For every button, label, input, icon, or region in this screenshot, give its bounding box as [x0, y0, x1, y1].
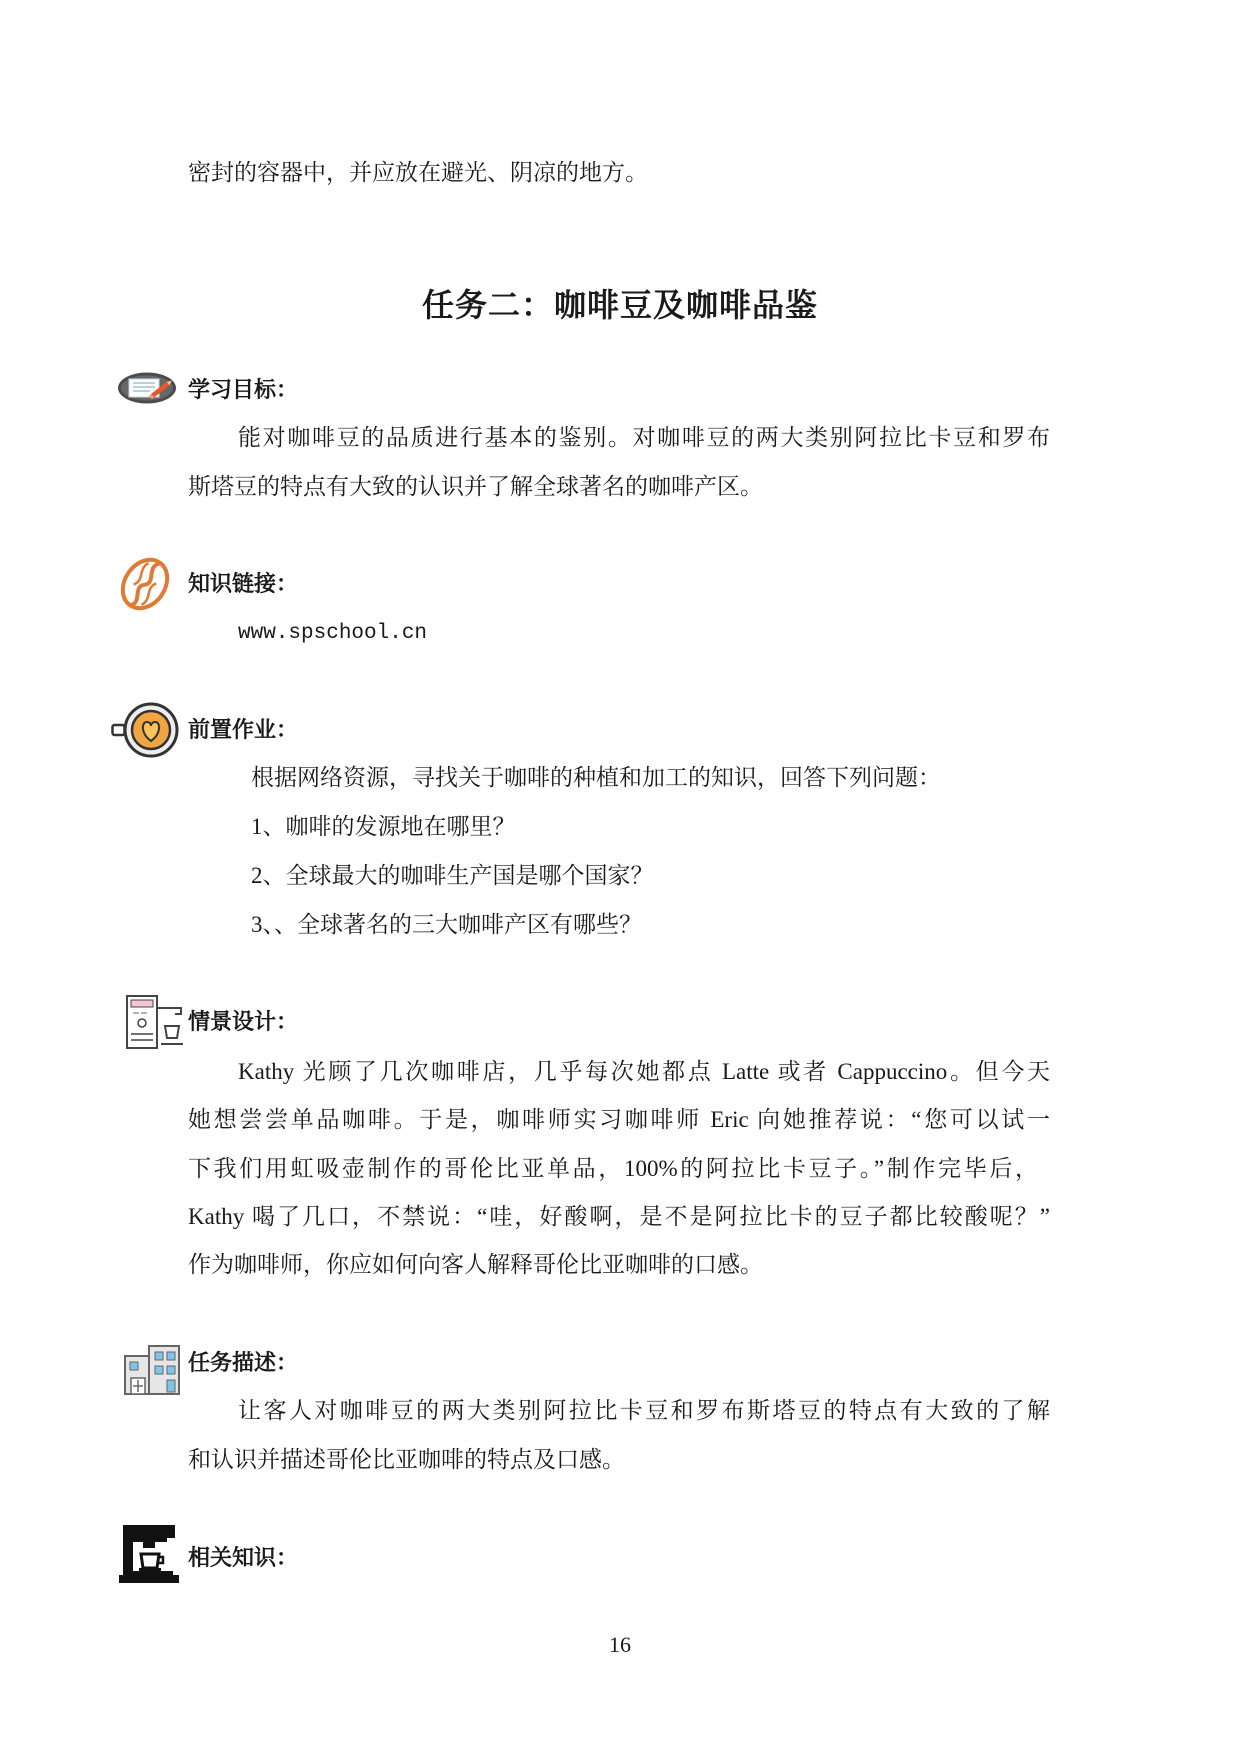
pre-assignment-heading: 前置作业： [188, 717, 299, 742]
scenario-line: Kathy 光顾了几次咖啡店，几乎每次她都点 Latte 或者 Cappuccino。但今天 [238, 1059, 1050, 1084]
scenario-line: Kathy 喝了几口，不禁说：“哇，好酸啊，是不是阿拉比卡的豆子都比较酸呢？” [188, 1204, 1050, 1229]
coffee-bean-icon [117, 555, 173, 613]
scenario-line: 作为咖啡师，你应如何向客人解释哥伦比亚咖啡的口感。 [188, 1252, 763, 1277]
task-description-line: 让客人对咖啡豆的两大类别阿拉比卡豆和罗布斯塔豆的特点有大致的了解 [238, 1398, 1050, 1423]
task-description-line: 和认识并描述哥伦比亚咖啡的特点及口感。 [188, 1447, 625, 1472]
coffee-machine-outline-icon [125, 994, 185, 1050]
scenario-line: 下我们用虹吸壶制作的哥伦比亚单品，100%的阿拉比卡豆子。”制作完毕后， [188, 1156, 1038, 1181]
intro-line: 密封的容器中，并应放在避光、阴凉的地方。 [188, 160, 648, 185]
coffee-cup-heart-icon [111, 701, 179, 759]
knowledge-link-heading: 知识链接： [188, 571, 299, 596]
website-url: www.spschool.cn [238, 622, 428, 645]
learning-goals-line: 斯塔豆的特点有大致的认识并了解全球著名的咖啡产区。 [188, 474, 763, 499]
espresso-machine-icon [117, 1521, 181, 1585]
learning-goals-heading: 学习目标： [188, 377, 299, 402]
task-description-heading: 任务描述： [188, 1350, 299, 1375]
page-title: 任务二：咖啡豆及咖啡品鉴 [421, 287, 818, 323]
scenario-heading: 情景设计： [188, 1009, 299, 1034]
related-knowledge-heading: 相关知识： [188, 1545, 299, 1570]
question-item: 2、全球最大的咖啡生产国是哪个国家？ [251, 863, 654, 888]
question-item: 1、咖啡的发源地在哪里？ [251, 814, 516, 839]
pre-assignment-intro: 根据网络资源，寻找关于咖啡的种植和加工的知识，回答下列问题： [251, 765, 941, 790]
page-number: 16 [609, 1632, 631, 1657]
building-icon [123, 1344, 181, 1396]
notebook-pencil-icon [117, 371, 177, 405]
scenario-line: 她想尝尝单品咖啡。于是，咖啡师实习咖啡师 Eric 向她推荐说：“您可以试一 [188, 1107, 1050, 1132]
learning-goals-line: 能对咖啡豆的品质进行基本的鉴别。对咖啡豆的两大类别阿拉比卡豆和罗布 [238, 425, 1050, 450]
question-item: 3、、全球著名的三大咖啡产区有哪些？ [251, 912, 642, 937]
